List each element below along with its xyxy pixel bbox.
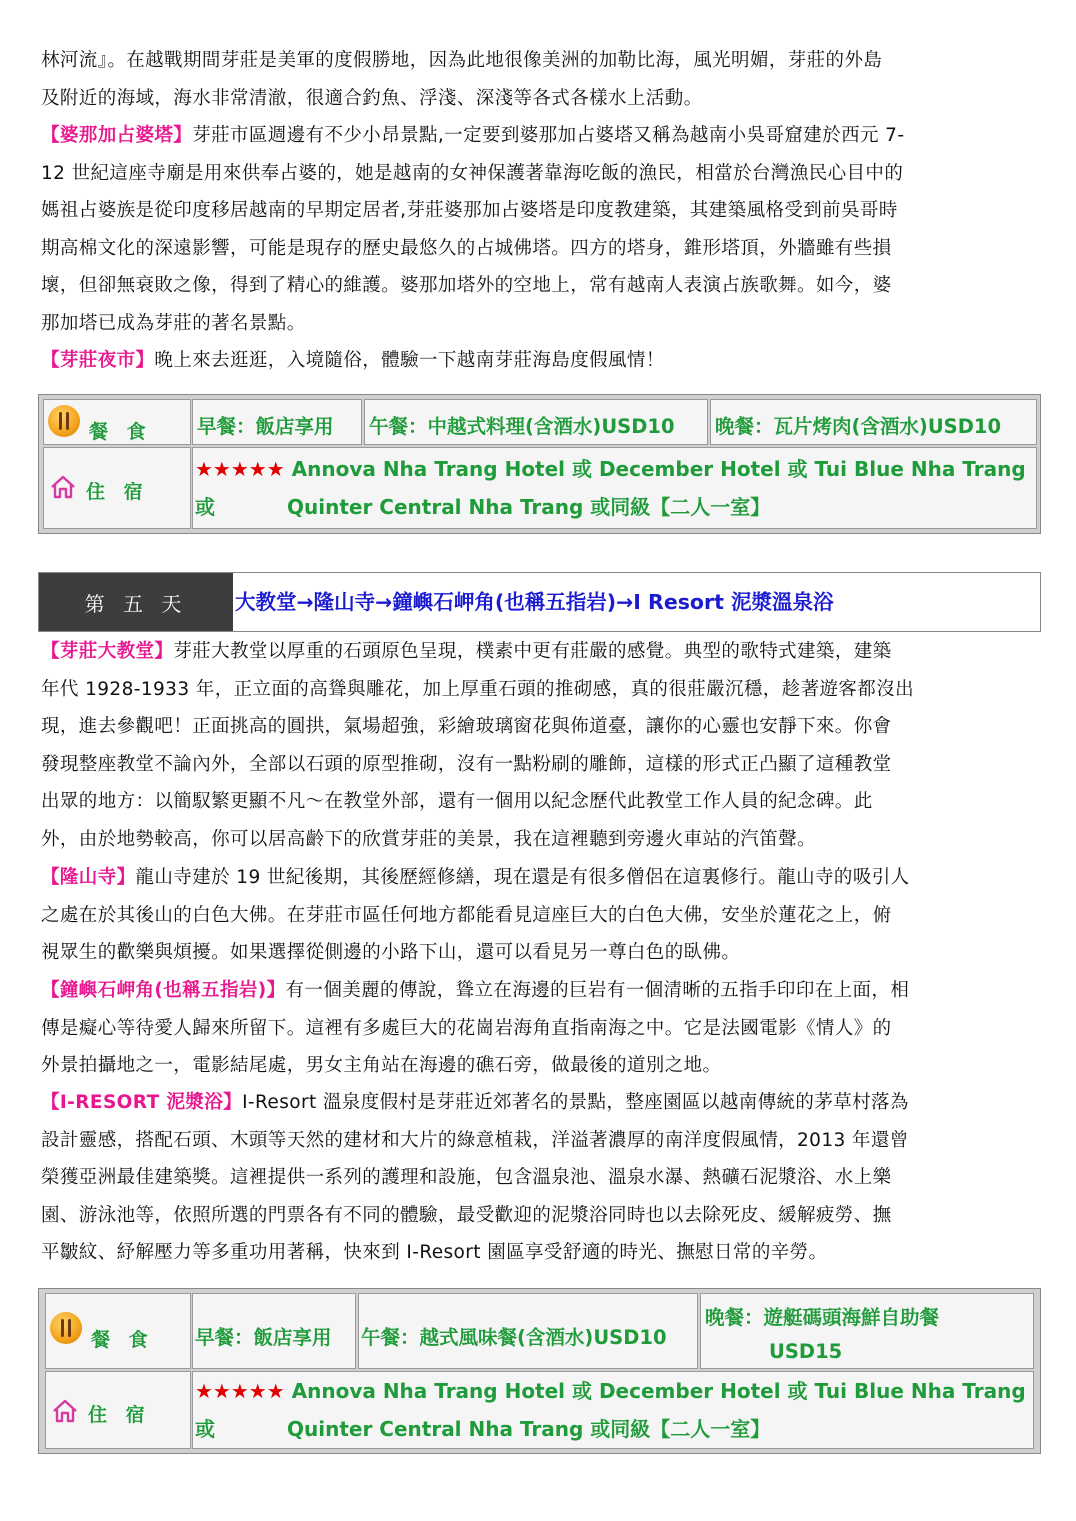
- lodging-label-cell: [45, 1371, 191, 1449]
- iresort-paragraph: [41, 1084, 1036, 1272]
- dinner-text: 晚餐：遊艇碼頭海鮮自助餐: [705, 1306, 940, 1329]
- long-son-line: 視眾生的歡樂與煩擾。如果選擇從側邊的小路下山，還可以看見另一尊白色的臥佛。: [41, 942, 741, 964]
- lodging-label: 住 宿: [86, 481, 149, 503]
- lunch-text: 午餐：越式風味餐(含酒水)USD10: [361, 1326, 667, 1349]
- cathedral-line: 發現整座教堂不論內外，全部以石頭的原型推砌，沒有一點粉刷的雕飾，這樣的形式正凸顯了這種教堂: [41, 753, 892, 775]
- lunch-cell: [364, 399, 708, 445]
- cathedral-line: 外，由於地勢較高，你可以居高齡下的欣賞芽莊的美景，我在這裡聽到旁邊火車站的汽笛聲。: [41, 828, 816, 850]
- long-son-line: 之處在於其後山的白色大佛。在芽莊市區任何地方都能看見這座巨大的白色大佛，安坐於蓮花之上，俯: [41, 904, 892, 926]
- po-nagar-line: 芽莊市區週邊有不少小昂景點,一定要到婆那加占婆塔又稱為越南小吳哥窟建於西元 7-: [192, 125, 905, 146]
- iresort-line: 設計靈感，搭配石頭、木頭等天然的建材和大片的綠意植栽，洋溢著濃厚的南洋度假風情，2013 年還曾: [41, 1129, 909, 1151]
- day-route: 大教堂→隆山寺→鐘嶼石岬角(也稱五指岩)→I Resort 泥漿溫泉浴: [235, 590, 834, 614]
- hon-chong-title: 【鐘嶼石岬角(也稱五指岩)】: [41, 980, 286, 1001]
- hotel-line: Quinter Central Nha Trang 或同級【二人一室】: [287, 495, 771, 519]
- breakfast-text: 早餐：飯店享用: [197, 415, 334, 438]
- star-rating: ★★★★★: [195, 1379, 285, 1403]
- hotel-line: Quinter Central Nha Trang 或同級【二人一室】: [287, 1417, 771, 1441]
- cathedral-line: 現，進去參觀吧！正面挑高的圓拱，氣場超強，彩繪玻璃窗花與佈道臺，讓你的心靈也安靜下來。你會: [41, 716, 892, 738]
- breakfast-cell: [192, 399, 362, 445]
- long-son-paragraph: [41, 859, 1036, 972]
- house-icon: [52, 1398, 78, 1424]
- dinner-cell: [710, 399, 1037, 445]
- lodging-label-cell: [43, 447, 191, 529]
- po-nagar-line: 那加塔已成為芽莊的著名景點。: [41, 312, 306, 334]
- star-rating: ★★★★★: [195, 457, 285, 481]
- dinner-cell: [700, 1293, 1034, 1369]
- intro-line: 及附近的海域，海水非常清澈，很適合釣魚、浮淺、深淺等各式各樣水上活動。: [41, 87, 703, 109]
- hotel-cell: [192, 1371, 1034, 1449]
- day-header: [38, 572, 1041, 632]
- iresort-line: I-Resort 溫泉度假村是芽莊近郊著名的景點，整座園區以越南傳統的茅草村落為: [242, 1092, 909, 1113]
- long-son-title: 【隆山寺】: [41, 867, 136, 888]
- po-nagar-title: 【婆那加占婆塔】: [41, 125, 193, 146]
- lunch-text: 午餐：中越式料理(含酒水)USD10: [369, 415, 675, 438]
- breakfast-text: 早餐：飯店享用: [195, 1326, 332, 1349]
- meal-label: 餐 食: [89, 421, 152, 443]
- day-label: 第 五 天: [39, 573, 233, 631]
- lodging-label: 住 宿: [88, 1404, 151, 1426]
- po-nagar-line: 媽祖占婆族是從印度移居越南的早期定居者,芽莊婆那加占婆塔是印度教建築，其建築風格受到前吳哥時: [41, 200, 898, 222]
- night-market-text: 晚上來去逛逛，入境隨俗，體驗一下越南芽莊海島度假風情！: [154, 350, 665, 371]
- hotel-line: Annova Nha Trang Hotel 或 December Hotel 或 Tui Blue Nha Trang 或: [195, 457, 1026, 519]
- cathedral-line: 出眾的地方：以簡馭繁更顯不凡～在教堂外部，還有一個用以紀念歷代此教堂工作人員的紀念碑。此: [41, 791, 873, 813]
- utensils-icon: [48, 405, 80, 437]
- po-nagar-line: 壞，但卻無衰敗之像，得到了精心的維護。婆那加塔外的空地上，常有越南人表演占族歌舞。如今，婆: [41, 275, 892, 297]
- meal-label: 餐 食: [91, 1329, 154, 1351]
- cathedral-title: 【芽莊大教堂】: [41, 641, 174, 662]
- iresort-line: 榮獲亞洲最佳建築獎。這裡提供一系列的護理和設施，包含溫泉池、溫泉水瀑、熱礦石泥漿浴、水上樂: [41, 1167, 892, 1189]
- cathedral-line: 芽莊大教堂以厚重的石頭原色呈現，樸素中更有莊嚴的感覺。典型的歌特式建築，建築: [173, 641, 892, 662]
- hotel-line: Annova Nha Trang Hotel 或 December Hotel 或 Tui Blue Nha Trang 或: [195, 1379, 1026, 1441]
- po-nagar-line: 12 世紀這座寺廟是用來供奉占婆的，她是越南的女神保護著靠海吃飯的漁民，相當於台灣漁民心目中的: [41, 162, 904, 184]
- breakfast-cell: [192, 1293, 356, 1369]
- po-nagar-paragraph: [41, 117, 1036, 343]
- intro-line: 林河流』。在越戰期間芽莊是美軍的度假勝地，因為此地很像美洲的加勒比海，風光明媚，芽莊的外島: [41, 50, 883, 71]
- hon-chong-line: 有一個美麗的傳說，聳立在海邊的巨岩有一個清晰的五指手印印在上面，相: [285, 980, 910, 1001]
- iresort-line: 園、游泳池等，依照所選的門票各有不同的體驗，最受歡迎的泥漿浴同時也以去除死皮、緩解疲勞、撫: [41, 1204, 892, 1226]
- meal-label-cell: [43, 399, 191, 445]
- po-nagar-line: 期高棉文化的深遠影響，可能是現存的歷史最悠久的占城佛塔。四方的塔身，錐形塔頂，外牆雖有些損: [41, 237, 892, 259]
- iresort-line: 平皺紋、紓解壓力等多重功用著稱，快來到 I-Resort 園區享受舒適的時光、撫慰日常的辛勞。: [41, 1242, 828, 1264]
- cathedral-line: 年代 1928-1933 年，正立面的高聳與雕花，加上厚重石頭的推砌感，真的很莊嚴沉穩，趁著遊客都沒出: [41, 678, 915, 700]
- dinner-text: 晚餐：瓦片烤肉(含酒水)USD10: [715, 415, 1002, 438]
- iresort-title: 【I-RESORT 泥漿浴】: [41, 1092, 243, 1113]
- hon-chong-line: 外景拍攝地之一，電影結尾處，男女主角站在海邊的礁石旁，做最後的道別之地。: [41, 1055, 722, 1077]
- meal-lodging-table-2: [38, 1288, 1041, 1454]
- night-market-paragraph: [41, 342, 1036, 380]
- house-icon: [50, 474, 76, 500]
- utensils-icon: [50, 1312, 82, 1344]
- cathedral-paragraph: [41, 633, 1036, 859]
- intro-paragraph: [41, 42, 1036, 117]
- hon-chong-line: 傳是癡心等待愛人歸來所留下。這裡有多處巨大的花崗岩海角直指南海之中。它是法國電影《情人》的: [41, 1017, 892, 1039]
- meal-label-cell: [45, 1293, 191, 1369]
- night-market-title: 【芽莊夜市】: [41, 350, 155, 371]
- long-son-line: 龍山寺建於 19 世紀後期，其後歷經修繕，現在還是有很多僧侶在這裏修行。龍山寺的吸引人: [135, 867, 910, 888]
- meal-lodging-table-1: [38, 394, 1041, 534]
- dinner-price: USD15: [769, 1340, 843, 1363]
- lunch-cell: [358, 1293, 698, 1369]
- hotel-cell: [192, 447, 1037, 529]
- hon-chong-paragraph: [41, 972, 1036, 1085]
